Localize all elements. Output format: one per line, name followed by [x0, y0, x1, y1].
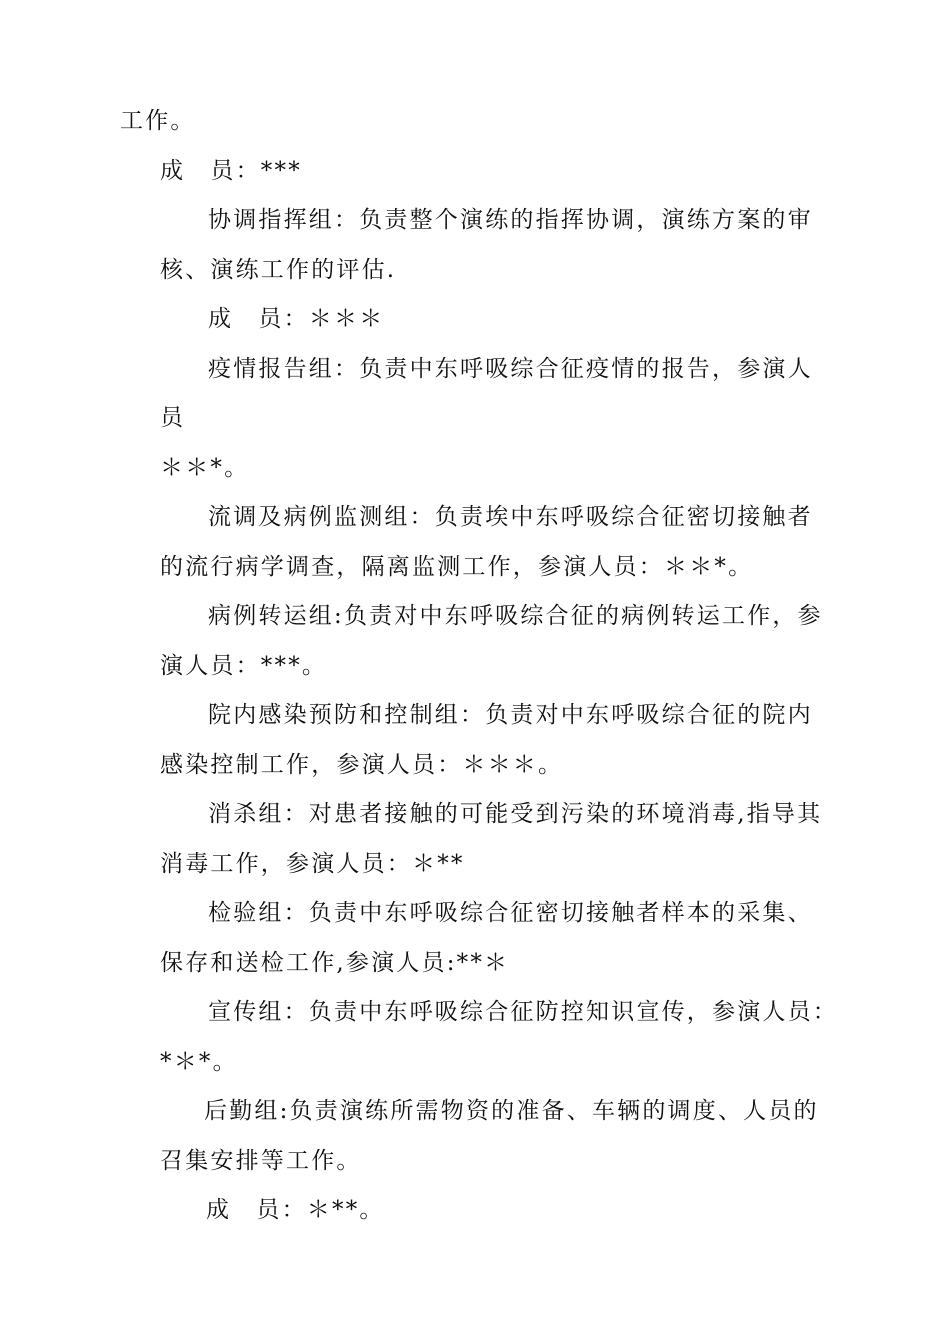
text-line: 消毒工作，参演人员：＊** [160, 851, 465, 877]
text-line: 召集安排等工作。 [160, 1148, 362, 1174]
members-line: 成 员：＊**。 [206, 1197, 385, 1223]
text-line: 感染控制工作，参演人员：＊＊＊。 [160, 752, 564, 778]
members-line: 成 员：＊＊＊ [208, 306, 385, 332]
group-heading-publicity: 宣传组：负责中东呼吸综合征防控知识宣传，参演人员： [208, 999, 838, 1025]
group-heading-disinfection: 消杀组：对患者接触的可能受到污染的环境消毒,指导其 [208, 801, 823, 827]
text-line: 演人员：***。 [160, 653, 328, 679]
group-heading-epidemiology: 流调及病例监测组：负责埃中东呼吸综合征密切接触者 [208, 504, 813, 530]
group-heading-infection-control: 院内感染预防和控制组：负责对中东呼吸综合征的院内 [208, 702, 813, 728]
text-line: 员 [160, 405, 186, 431]
text-line: 的流行病学调查，隔离监测工作，参演人员：＊＊*。 [160, 554, 754, 580]
text-line: ＊＊*。 [160, 455, 250, 481]
group-heading-logistics: 后勤组:负责演练所需物资的准备、车辆的调度、人员的 [204, 1098, 819, 1124]
group-heading-coordination: 协调指挥组：负责整个演练的指挥协调，演练方案的审 [208, 207, 813, 233]
text-line: 工作。 [120, 108, 196, 134]
group-heading-epidemic-report: 疫情报告组：负责中东呼吸综合征疫情的报告，参演人 [208, 356, 813, 382]
group-heading-testing: 检验组：负责中东呼吸综合征密切接触者样本的采集、 [208, 900, 813, 926]
text-line: 保存和送检工作,参演人员:**＊ [160, 950, 510, 976]
group-heading-transfer: 病例转运组:负责对中东呼吸综合征的病例转运工作，参 [208, 603, 823, 629]
members-line: 成 员：*** [160, 158, 302, 184]
text-line: 核、演练工作的评估. [160, 257, 397, 283]
text-line: *＊*。 [160, 1049, 238, 1075]
